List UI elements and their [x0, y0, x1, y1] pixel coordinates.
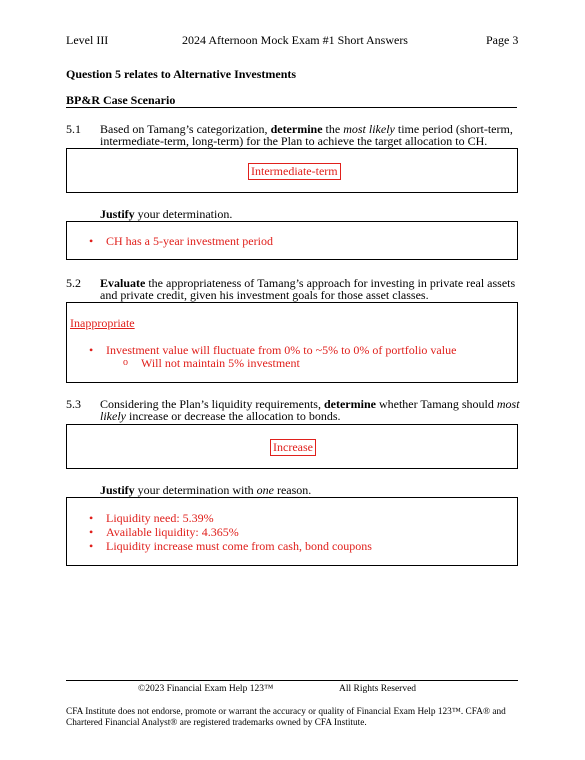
footer-disclaimer-1: CFA Institute does not endorse, promote or warrant the accuracy or quality of Financial Exam Help 123™. CFA® and [66, 707, 506, 717]
list-item [89, 234, 273, 249]
header-page: Page 3 [486, 33, 519, 47]
q51-italic: most likely [343, 122, 395, 136]
question-intro: Question 5 relates to Alternative Investments [66, 67, 297, 81]
q52-answer-box[interactable] [66, 302, 518, 383]
q53-verb: determine [323, 397, 376, 411]
q53-text: increase or decrease the allocation to bonds. [125, 409, 341, 423]
bullet-icon: • [89, 343, 94, 357]
q51-text: Based on Tamang’s categorization, [100, 122, 271, 136]
list-item [89, 511, 214, 526]
list-item [89, 525, 239, 540]
q51-number: 5.1 [66, 122, 81, 136]
q53-justify-italic: one [256, 483, 274, 497]
q51-text: the [322, 122, 344, 136]
footer-rule [66, 680, 518, 681]
q53-text: Considering the Plan’s liquidity requirements, [100, 397, 324, 411]
list-item [89, 539, 372, 554]
q52-sub-bullet: Will not maintain 5% investment [141, 356, 300, 370]
q53-answer-box[interactable] [66, 424, 518, 469]
q51-verb: determine [270, 122, 323, 136]
q51-text-line2: intermediate-term, long-term) for the Plan to achieve the target allocation to CH. [100, 134, 488, 148]
q53-text: whether Tamang should [375, 397, 497, 411]
q52-text: the appropriateness of Tamang’s approach for investing in private real assets [145, 276, 516, 290]
q53-bullet: Liquidity need: 5.39% [106, 511, 214, 525]
header-title: 2024 Afternoon Mock Exam #1 Short Answers [182, 33, 408, 47]
q51-justify-text: your determination. [134, 207, 233, 221]
q53-bullet: Available liquidity: 4.365% [106, 525, 239, 539]
bullet-icon: • [89, 234, 94, 248]
footer-copyright: ©2023 Financial Exam Help 123™ [138, 684, 274, 694]
q52-answer: Inappropriate [70, 316, 135, 330]
case-heading-rule [66, 107, 517, 108]
circle-bullet-icon: o [123, 357, 128, 368]
footer-rights: All Rights Reserved [339, 684, 417, 694]
q51-justify-verb: Justify [100, 207, 135, 221]
q53-number: 5.3 [66, 397, 81, 411]
q52-number: 5.2 [66, 276, 81, 290]
q53-bullet: Liquidity increase must come from cash, bond coupons [106, 539, 372, 553]
q53-italic: most [496, 397, 520, 411]
q53-justify-verb: Justify [100, 483, 135, 497]
q53-italic: likely [100, 409, 126, 423]
q53-text-line2 [100, 409, 341, 424]
bullet-icon: • [89, 511, 94, 525]
q51-answer-box[interactable] [66, 148, 518, 193]
bullet-icon: • [89, 525, 94, 539]
q53-justify-text: your determination with [134, 483, 257, 497]
header-level: Level III [66, 33, 109, 47]
q53-justify [100, 483, 311, 498]
footer-disclaimer-2: Chartered Financial Analyst® are registered trademarks owned by CFA Institute. [66, 718, 367, 728]
q53-answer: Increase [270, 439, 316, 456]
q53-justify-text: reason. [273, 483, 312, 497]
q51-justify [100, 207, 232, 222]
q51-justify-box[interactable] [66, 221, 518, 260]
q52-text-line2: and private credit, given his investment goals for those asset classes. [100, 288, 429, 302]
case-heading: BP&R Case Scenario [66, 93, 176, 107]
q52-bullet: Investment value will fluctuate from 0% to ~5% to 0% of portfolio value [106, 343, 457, 357]
q53-justify-box[interactable] [66, 497, 518, 566]
q51-answer: Intermediate-term [248, 163, 341, 180]
q51-bullet: CH has a 5-year investment period [106, 234, 273, 248]
q51-text: time period (short-term, [394, 122, 513, 136]
bullet-icon: • [89, 539, 94, 553]
q52-verb: Evaluate [100, 276, 146, 290]
list-item [123, 356, 300, 371]
